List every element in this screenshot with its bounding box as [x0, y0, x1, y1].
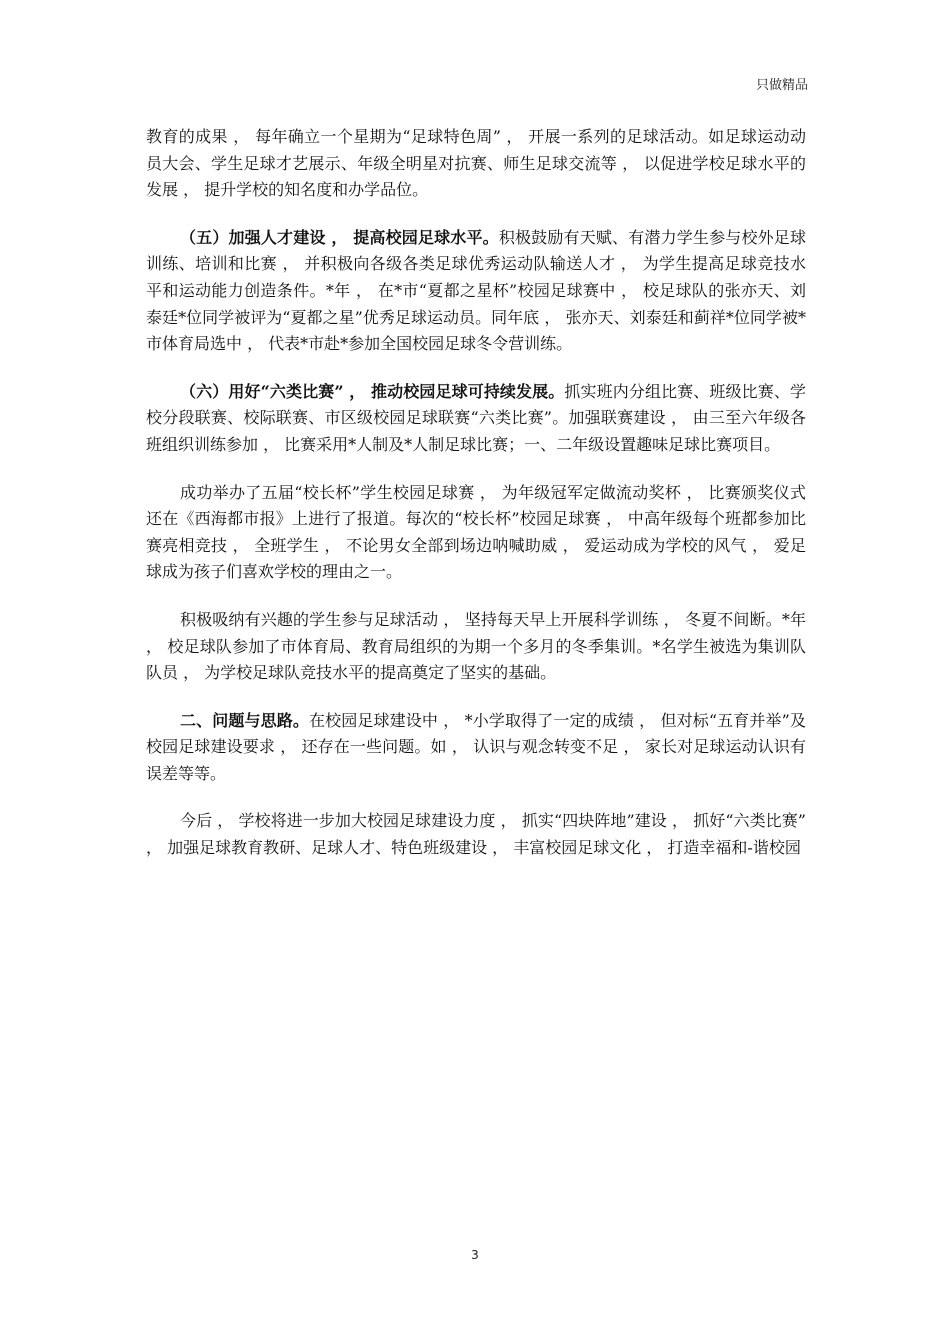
- paragraph-text: 积极鼓励有天赋、有潜力学生参与校外足球训练、培训和比赛 ， 并积极向各级各类足球优秀运动队输送人才 ， 为学生提高足球竞技水平和运动能力创造条件。*年 ， 在*市“夏都之星杯”校园足球赛中 ， 校足球队的张亦天、刘泰廷*位同学被评为“夏都之星”优秀足球运动员。同年底 ， 张亦天、刘泰廷和蓟祥*位同学被*市体育局选中 ， 代表*市赴*参加全国校园足球冬令营训练。: [146, 227, 806, 354]
- paragraph-text: 今后 ， 学校将进一步加大校园足球建设力度 ， 抓实“四块阵地”建设 ， 抓好“六类比赛” ， 加强足球教育教研、足球人才、特色班级建设 ， 丰富校园足球文化 ， 打造幸福和-谐校园: [146, 811, 806, 858]
- paragraph-1: [146, 124, 806, 204]
- paragraph-3: [146, 379, 806, 459]
- section-heading-6: （六）用好“六类比赛” ， 推动校园足球可持续发展。: [180, 381, 565, 401]
- document-body: [146, 124, 806, 883]
- paragraph-6: [146, 708, 806, 788]
- header-note: 只做精品: [755, 78, 808, 93]
- paragraph-text: 在校园足球建设中 ， *小学取得了一定的成绩 ， 但对标“五育并举”及校园足球建设要求 ， 还存在一些问题。如 ， 认识与观念转变不足 ， 家长对足球运动认识有误差等等。: [146, 710, 806, 783]
- page-number: 3: [471, 1248, 479, 1262]
- paragraph-text: 成功举办了五届“校长杯”学生校园足球赛 ， 为年级冠军定做流动奖杯 ， 比赛颁奖仪式还在《西海都市报》上进行了报道。每次的“校长杯”校园足球赛 ， 中高年级每个班都参加比赛亮相竞技 ， 全班学生 ， 不论男女全部到场边呐喊助威 ， 爱运动成为学校的风气 ， 爱足球成为孩子们喜欢学校的理由之一。: [146, 482, 806, 582]
- section-heading-problems: 二、问题与思路。: [180, 710, 310, 730]
- paragraph-2: [146, 225, 806, 358]
- paragraph-4: [146, 480, 806, 586]
- paragraph-7: [146, 808, 806, 861]
- section-heading-5: （五）加强人才建设 ， 提高校园足球水平。: [180, 227, 499, 247]
- paragraph-text: 教育的成果 ， 每年确立一个星期为“足球特色周” ， 开展一系列的足球活动。如足球运动动员大会、学生足球才艺展示、年级全明星对抗赛、师生足球交流等 ， 以促进学校足球水平的发展 ， 提升学校的知名度和办学品位。: [146, 127, 806, 200]
- paragraph-text: 抓实班内分组比赛、班级比赛、学校分段联赛、校际联赛、市区级校园足球联赛“六类比赛”。加强联赛建设 ， 由三至六年级各班组织训练参加 ， 比赛采用*人制及*人制足球比赛；一、二年级设置趣味足球比赛项目。: [146, 381, 806, 454]
- paragraph-text: 积极吸纳有兴趣的学生参与足球活动 ， 坚持每天早上开展科学训练 ， 冬夏不间断。*年 ， 校足球队参加了市体育局、教育局组织的为期一个多月的冬季集训。*名学生被选为集训队队员 ， 为学校足球队竞技水平的提高奠定了坚实的基础。: [146, 609, 806, 683]
- paragraph-5: [146, 607, 806, 687]
